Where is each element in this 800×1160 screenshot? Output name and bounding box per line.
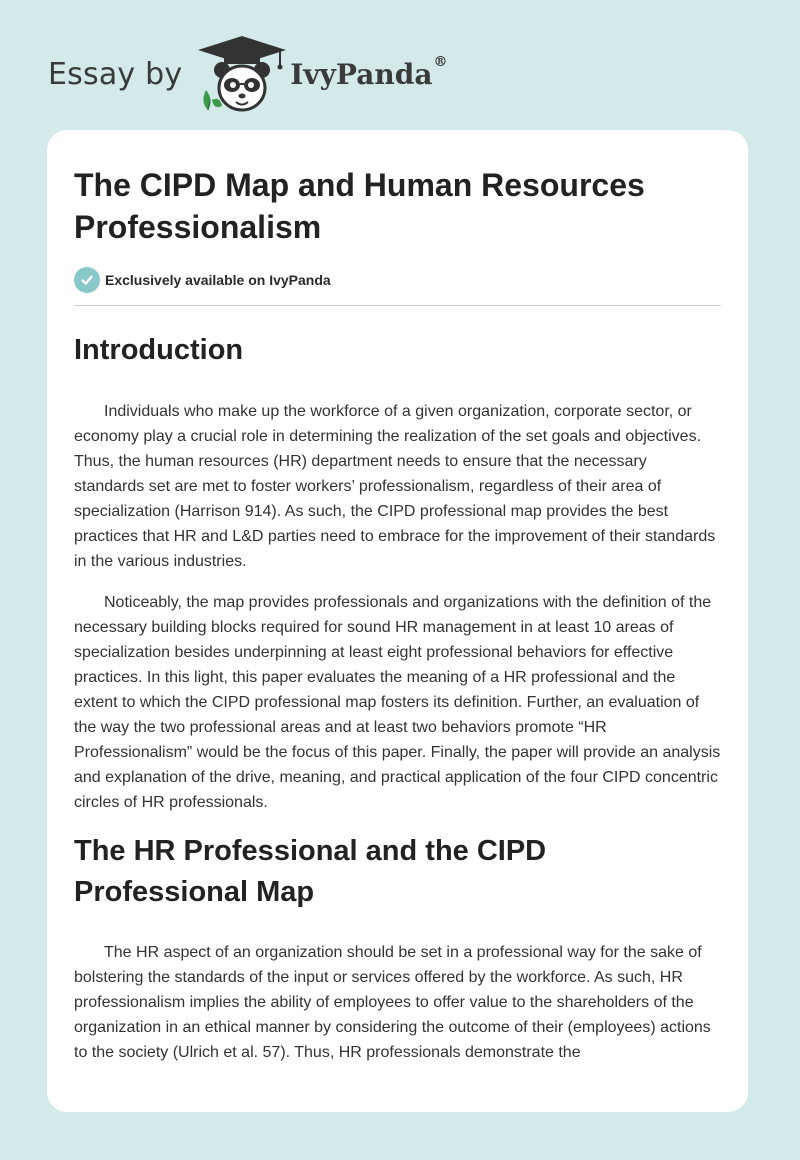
- essay-title: The CIPD Map and Human Resources Professionalism: [74, 167, 645, 245]
- check-icon: [74, 267, 100, 293]
- paragraph: Individuals who make up the workforce of a given organization, corporate sector, or economy play a crucial role in determining the realization of the set goals and objectives. Thus, the human resources (HR) department needs to ensure that the necessary standards set are met to foster workers’ professionalism, regardless of their area of specialization (Harrison 914). As such, the CIPD professional map provides the best practices that HR and L&D parties need to embrace for the improvement of their standards in the various industries.: [74, 403, 716, 570]
- section-heading: The HR Professional and the CIPD Professional Map: [74, 835, 547, 908]
- registered-mark: ®: [433, 53, 448, 70]
- paragraph: The HR aspect of an organization should be set in a professional way for the sake of bolstering the standards of the input or services offered by the workforce. As such, HR professionalism implies the ability of employees to offer value to the shareholders of the organization in an ethical manner by considering the outcome of their (employees) actions to the society (Ulrich et al. 57). Thus, HR professionals demonstrate the: [74, 944, 711, 1061]
- essay-card: [47, 130, 748, 1112]
- brand-prefix: Essay by: [48, 56, 183, 92]
- section-heading: Introduction: [74, 334, 244, 366]
- title-divider: [74, 305, 721, 306]
- section-hr-professional: [74, 831, 721, 1065]
- section-introduction: [74, 330, 721, 815]
- panda-logo-icon: [196, 34, 288, 114]
- brand-name[interactable]: IvyPanda®: [290, 53, 448, 91]
- badge-text: Exclusively available on IvyPanda: [105, 272, 331, 288]
- exclusive-badge: [74, 267, 721, 293]
- site-header: [48, 34, 447, 114]
- paragraph: Noticeably, the map provides professionals and organizations with the definition of the necessary building blocks required for sound HR management in at least 10 areas of specialization besides underpinning at least eight professional behaviors for effective practices. In this light, this paper evaluates the meaning of a HR professional and the extent to which the CIPD professional map fosters its definition. Further, an evaluation of the way the two professional areas and at least two behaviors promote “HR Professionalism” would be the focus of this paper. Finally, the paper will provide an analysis and explanation of the drive, meaning, and practical application of the four CIPD concentric circles of HR professionals.: [74, 594, 721, 811]
